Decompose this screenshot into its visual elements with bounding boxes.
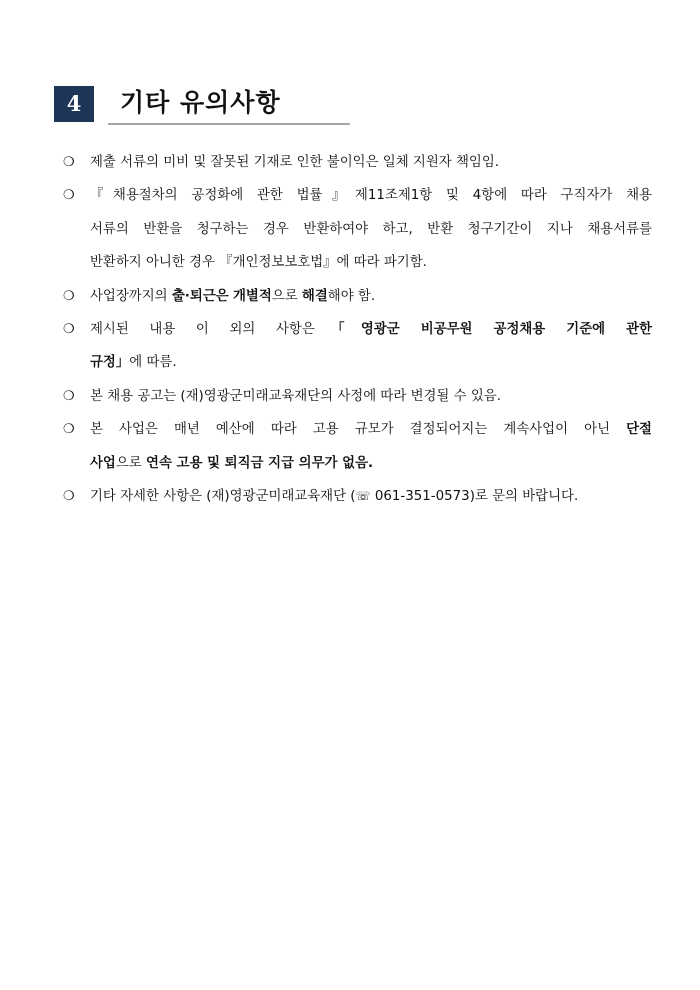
note-4-bold-regulation-end: 규정」 [90, 355, 130, 371]
note-1-line-1 [90, 146, 652, 179]
note-6-line-2 [90, 447, 652, 480]
note-6-line-1 [90, 413, 652, 446]
note-4-line-2 [90, 346, 652, 379]
note-item-3 [62, 280, 652, 313]
circle-bullet-icon: ❍ [63, 489, 75, 505]
section-title-underline [108, 123, 350, 125]
note-7-text-2: )로 문의 바랍니다. [469, 489, 579, 505]
note-3-text-3: 으로 [271, 288, 302, 304]
note-5-text: 본 채용 공고는 (재)영광군미래교육재단의 사정에 따라 변경될 수 있음. [90, 388, 501, 404]
note-2-text-1: 『채용절차의 공정화에 관한 법률』제11조제1항 및 4항에 따라 구직자가 채용 [90, 188, 652, 204]
note-6-bold-project: 사업 [90, 455, 116, 471]
section-number-badge: 4 [54, 86, 94, 122]
note-3-text-1: 사업장까지의 [90, 288, 172, 304]
note-2-line-3 [90, 246, 652, 279]
note-item-6 [62, 413, 652, 480]
note-7-line-1 [90, 480, 652, 513]
note-item-5 [62, 380, 652, 413]
circle-bullet-icon: ❍ [63, 388, 75, 404]
phone-icon: ☏ [355, 489, 371, 504]
note-item-2 [62, 179, 652, 279]
note-2-line-1 [90, 179, 652, 212]
note-4-line-1 [90, 313, 652, 346]
note-item-7 [62, 480, 652, 513]
note-5-line-1 [90, 380, 652, 413]
note-item-4 [62, 313, 652, 380]
note-6-bold-no-obligation: 연속 고용 및 퇴직금 지급 의무가 없음. [146, 455, 374, 471]
notes-list [62, 146, 652, 513]
note-4-text-2: 에 따름. [129, 355, 177, 371]
section-header [54, 86, 350, 126]
circle-bullet-icon: ❍ [63, 322, 75, 338]
note-4-bold-regulation: 「영광군 비공무원 공정채용 기준에 관한 [314, 322, 652, 338]
section-title: 기타 유의사항 [120, 88, 281, 117]
note-3-bold-individual: 개별적 [232, 288, 272, 304]
note-2-text-2: 서류의 반환을 청구하는 경우 반환하여야 하고, 반환 청구기간이 지나 채용서류를 [90, 221, 652, 237]
note-item-1 [62, 146, 652, 179]
contact-phone-number: 061-351-0573 [370, 489, 470, 505]
circle-bullet-icon: ❍ [63, 155, 75, 170]
circle-bullet-icon: ❍ [63, 188, 75, 204]
note-3-bold-resolve: 해결 [301, 288, 328, 304]
note-3-text-4: 해야 함. [327, 288, 376, 304]
note-2-text-3: 반환하지 아니한 경우 『개인정보보호법』에 따라 파기함. [90, 255, 427, 271]
note-4-text-1: 제시된 내용 이 외의 사항은 [90, 322, 315, 338]
circle-bullet-icon: ❍ [63, 288, 75, 304]
note-7-text-1: 기타 자세한 사항은 (재)영광군미래교육재단 ( [90, 489, 356, 505]
note-2-line-2 [90, 213, 652, 246]
note-6-text-2: 으로 [115, 455, 147, 471]
note-6-text-1: 본 사업은 매년 예산에 따라 고용 규모가 결정되어지는 계속사업이 아닌 [90, 422, 627, 438]
note-1-text: 제출 서류의 미비 및 잘못된 기재로 인한 불이익은 일체 지원자 책임임. [90, 155, 500, 170]
note-6-bold-discontinued: 단절 [626, 422, 652, 438]
note-3-line-1 [90, 280, 652, 313]
note-3-bold-commute: 출·퇴근은 [171, 288, 229, 304]
circle-bullet-icon: ❍ [63, 422, 75, 438]
